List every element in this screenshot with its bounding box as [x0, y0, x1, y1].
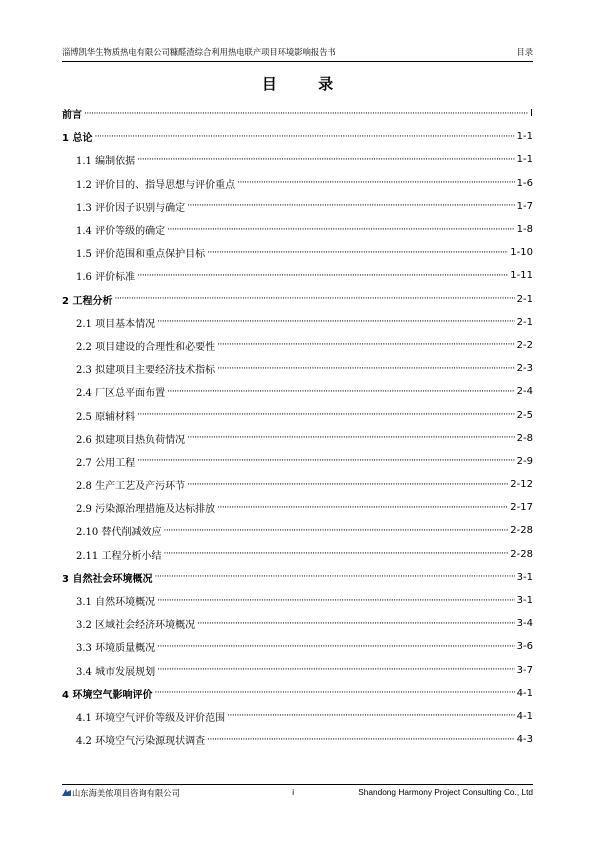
toc-entry[interactable] — [62, 682, 533, 705]
toc-leader-dots — [217, 364, 515, 374]
toc-entry-page: 2-17 — [510, 502, 533, 514]
toc-entry[interactable] — [62, 450, 533, 473]
toc-entry-page: 2-12 — [510, 479, 533, 491]
page-footer — [62, 784, 533, 801]
toc-leader-dots — [187, 480, 508, 490]
toc-entry-page: 3-1 — [516, 571, 533, 583]
toc-leader-dots — [217, 340, 515, 350]
toc-entry[interactable] — [62, 705, 533, 728]
footer-company-name: 山东海美侬项目咨询有限公司 — [72, 788, 180, 798]
toc-entry-label: 2.9 污染源治理措施及达标排放 — [76, 504, 216, 516]
toc-entry-label: 2 工程分析 — [62, 295, 113, 307]
toc-leader-dots — [187, 201, 515, 211]
header-section-name: 目录 — [516, 47, 533, 57]
toc-leader-dots — [157, 317, 515, 327]
toc-entry-page: 2-8 — [516, 432, 533, 444]
toc-entry-page: 2-4 — [516, 386, 533, 398]
toc-entry-label: 1.3 评价因子识别与确定 — [76, 202, 186, 214]
toc-entry-label: 2.6 拟建项目热负荷情况 — [76, 434, 186, 446]
toc-leader-dots — [167, 387, 515, 397]
toc-entry-label: 2.4 厂区总平面布置 — [76, 388, 166, 400]
toc-entry-page: 1-1 — [516, 154, 533, 166]
toc-leader-dots — [84, 109, 528, 119]
toc-entry-page: I — [530, 108, 533, 120]
toc-entry-page: 4-1 — [516, 710, 533, 722]
toc-entry-label: 1.1 编制依据 — [76, 156, 136, 168]
toc-entry-label: 前言 — [62, 110, 82, 122]
toc-leader-dots — [163, 549, 508, 559]
toc-leader-dots — [167, 225, 515, 235]
toc-entry-label: 2.5 原辅材料 — [76, 411, 136, 423]
toc-entry-label: 2.1 项目基本情况 — [76, 318, 156, 330]
toc-entry-page: 1-11 — [510, 270, 533, 282]
toc-leader-dots — [94, 132, 514, 142]
header-report-title: 淄博凯华生物质热电有限公司糠醛渣综合利用热电联产项目环境影响报告书 — [62, 47, 336, 57]
toc-entry[interactable] — [62, 264, 533, 287]
toc-leader-dots — [237, 178, 515, 188]
toc-entry[interactable] — [62, 172, 533, 195]
toc-entry[interactable] — [62, 195, 533, 218]
toc-entry[interactable] — [62, 288, 533, 311]
toc-entry[interactable] — [62, 380, 533, 403]
toc-entry-label: 3.1 自然环境概况 — [76, 597, 156, 609]
toc-entry-page: 2-3 — [516, 363, 533, 375]
toc-leader-dots — [157, 665, 515, 675]
toc-entry-page: 2-1 — [516, 293, 533, 305]
toc-entry[interactable] — [62, 612, 533, 635]
toc-entry-label: 2.2 项目建设的合理性和必要性 — [76, 341, 216, 353]
toc-entry[interactable] — [62, 102, 533, 125]
toc-entry-label: 1 总论 — [62, 133, 93, 145]
toc-entry-page: 2-2 — [516, 339, 533, 351]
toc-entry[interactable] — [62, 589, 533, 612]
toc-entry-label: 1.2 评价目的、指导思想与评价重点 — [76, 179, 236, 191]
toc-entry[interactable] — [62, 311, 533, 334]
toc-entry-label: 3 自然社会环境概况 — [62, 573, 153, 585]
toc-entry-page: 2-9 — [516, 455, 533, 467]
toc-entry-page: 4-1 — [516, 687, 533, 699]
toc-entry[interactable] — [62, 566, 533, 589]
toc-entry-page: 3-7 — [516, 664, 533, 676]
toc-leader-dots — [187, 433, 515, 443]
toc-entry-page: 2-5 — [516, 409, 533, 421]
toc-entry-label: 2.8 生产工艺及产污环节 — [76, 481, 186, 493]
toc-entry-page: 3-4 — [516, 618, 533, 630]
toc-entry[interactable] — [62, 403, 533, 426]
toc-entry-label: 3.3 环境质量概况 — [76, 643, 156, 655]
toc-leader-dots — [114, 294, 514, 304]
toc-entry[interactable] — [62, 334, 533, 357]
toc-entry[interactable] — [62, 496, 533, 519]
page-header — [62, 44, 533, 62]
toc-entry-label: 3.2 区域社会经济环境概况 — [76, 620, 196, 632]
toc-leader-dots — [227, 711, 515, 721]
toc-entry-page: 1-1 — [516, 131, 533, 143]
footer-company-english: Shandong Harmony Project Consulting Co., Ltd — [358, 787, 533, 797]
toc-entry-page: 3-6 — [516, 641, 533, 653]
toc-leader-dots — [137, 271, 508, 281]
toc-leader-dots — [137, 155, 515, 165]
toc-leader-dots — [137, 456, 515, 466]
toc-entry-page: 2-28 — [510, 548, 533, 560]
toc-leader-dots — [217, 503, 508, 513]
toc-entry-label: 3.4 城市发展规划 — [76, 666, 156, 678]
footer-page-number: i — [292, 787, 295, 797]
toc-entry[interactable] — [62, 357, 533, 380]
toc-entry[interactable] — [62, 218, 533, 241]
toc-entry-page: 2-28 — [510, 525, 533, 537]
toc-entry[interactable] — [62, 148, 533, 171]
toc-entry-label: 2.7 公用工程 — [76, 457, 136, 469]
toc-leader-dots — [207, 248, 508, 258]
toc-leader-dots — [137, 410, 515, 420]
page-title: 目 录 — [261, 75, 352, 93]
toc-entry-label: 2.3 拟建项目主要经济技术指标 — [76, 365, 216, 377]
toc-leader-dots — [197, 619, 515, 629]
toc-entry-page: 1-6 — [516, 177, 533, 189]
toc-entry-page: 1-7 — [516, 200, 533, 212]
toc-leader-dots — [154, 688, 514, 698]
toc-leader-dots — [157, 642, 515, 652]
toc-entry-label: 2.10 替代削减效应 — [76, 527, 162, 539]
toc-entry-label: 1.4 评价等级的确定 — [76, 226, 166, 238]
toc-entry[interactable] — [62, 125, 533, 148]
toc-leader-dots — [163, 526, 508, 536]
company-logo-icon — [62, 789, 71, 796]
toc-entry[interactable] — [62, 427, 533, 450]
toc-entry[interactable] — [62, 635, 533, 658]
toc-leader-dots — [154, 572, 514, 582]
toc-entry[interactable] — [62, 473, 533, 496]
toc-entry[interactable] — [62, 519, 533, 542]
toc-entry[interactable] — [62, 241, 533, 264]
toc-entry[interactable] — [62, 543, 533, 566]
toc-entry-label: 4.2 环境空气污染源现状调查 — [76, 736, 206, 748]
toc-entry-label: 4.1 环境空气评价等级及评价范围 — [76, 712, 226, 724]
table-of-contents — [62, 102, 533, 751]
toc-entry-label: 1.5 评价范围和重点保护目标 — [76, 249, 206, 261]
toc-leader-dots — [157, 596, 515, 606]
toc-entry-label: 4 环境空气影响评价 — [62, 689, 153, 701]
toc-entry-page: 1-8 — [516, 224, 533, 236]
toc-entry-page: 3-1 — [516, 595, 533, 607]
toc-entry-page: 2-1 — [516, 316, 533, 328]
toc-entry-label: 2.11 工程分析小结 — [76, 550, 162, 562]
toc-entry-page: 4-3 — [516, 734, 533, 746]
toc-entry-label: 1.6 评价标准 — [76, 272, 136, 284]
toc-entry-page: 1-10 — [510, 247, 533, 259]
toc-leader-dots — [207, 735, 515, 745]
toc-entry[interactable] — [62, 659, 533, 682]
toc-entry[interactable] — [62, 728, 533, 751]
